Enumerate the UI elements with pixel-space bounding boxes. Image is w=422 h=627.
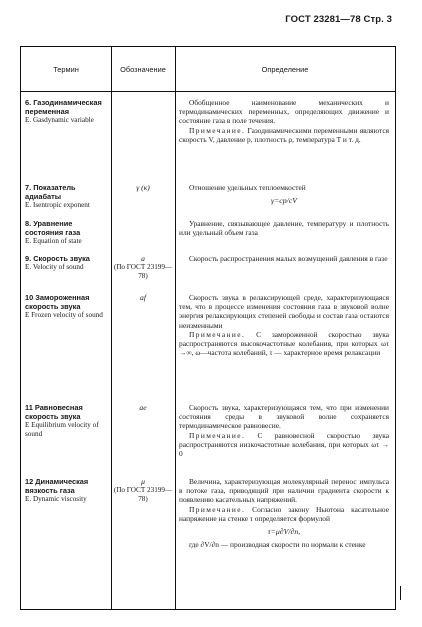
- formula: γ=cp/cV: [270, 196, 298, 206]
- term-en: E. Gasdynamic variable: [25, 116, 94, 124]
- definition-text: Уравнение, связывающее давление, температуру и плотность или удельный объем газа: [179, 219, 389, 238]
- definition-row-10: [179, 293, 389, 357]
- definition-note: [179, 505, 389, 523]
- term-row-7: [25, 183, 111, 210]
- column-header-term: Термин: [53, 64, 79, 74]
- designation-ref: (По ГОСТ 23199—78): [113, 263, 173, 280]
- term-ru: 12 Динамическая вязкость газа: [25, 477, 89, 495]
- term-row-11: [25, 403, 111, 439]
- margin-mark: [400, 586, 401, 600]
- designation-row-10: af: [140, 293, 146, 302]
- definition-row-8: [179, 219, 389, 237]
- note-label: Примечание.: [189, 329, 246, 339]
- designation-symbol: μ: [141, 477, 145, 486]
- term-ru: 8. Уравнение состояния газа: [25, 219, 81, 237]
- definition-text: Скорость звука в релаксирующей среде, характеризующаяся тем, что в процессе изменения состояния газа в звуковой волне энергия релаксирующих степеней свободы и состав газа остаются неизменными: [179, 293, 389, 330]
- definition-text: Скорость звука, характеризующаяся тем, что при изменении состояния среды в звуковой волне сохраняется термодинамическое равновесие.: [179, 403, 389, 431]
- term-en: E. Velocity of sound: [25, 263, 84, 271]
- page-header: ГОСТ 23281—78 Стр. 3: [285, 14, 392, 25]
- header-divider: [21, 91, 395, 92]
- term-row-12: [25, 477, 111, 504]
- designation-row-7: γ (κ): [136, 183, 150, 192]
- column-divider: [175, 47, 176, 609]
- designation-row-12: [111, 477, 175, 504]
- designation-row-9: [111, 254, 175, 281]
- term-ru: 9. Скорость звука: [25, 254, 90, 263]
- term-en: E. Dynamic viscosity: [25, 495, 87, 503]
- definition-text: Величина, характеризующая молекулярный перенос импульса в потоке газа, приводящий при наличии градиента скорости к появлению касательных напряжений.: [179, 477, 389, 505]
- column-header-definition: Определение: [261, 64, 309, 74]
- definition-note: [179, 431, 389, 459]
- definition-row-9: [179, 254, 389, 263]
- terms-table: [20, 46, 396, 610]
- definition-row-6: [179, 98, 389, 144]
- definition-text: Обобщенное наименование механических и термодинамических переменных, определяющих движение и состояние газа в поле течения.: [179, 98, 389, 126]
- designation-ref: (По ГОСТ 23199—78): [113, 486, 173, 503]
- column-divider: [111, 47, 112, 609]
- designation-row-11: ae: [139, 403, 147, 412]
- term-en: E Equilibrium velocity of sound: [25, 421, 99, 438]
- term-en: E Frozen velocity of sound: [25, 311, 103, 319]
- term-row-8: [25, 219, 111, 246]
- designation-symbol: a: [141, 254, 145, 263]
- term-row-9: [25, 254, 111, 272]
- note-text: Газодинамическими переменными являются скорость V, давление p, плотность ρ, температура T и т. д.: [179, 125, 389, 144]
- definition-row-12: [179, 477, 389, 549]
- formula: τ=μ∂V/∂n,: [267, 527, 301, 537]
- note-label: Примечание.: [189, 430, 246, 440]
- term-en: E. Equation of state: [25, 237, 82, 245]
- term-row-10: [25, 293, 111, 320]
- note-text: Согласно закону Ньютона касательное напряжение на стенке τ определяется формулой: [179, 504, 389, 523]
- note-text: С равновесной скоростью звука распространяются низкочастотные колебания, при которых ωτ → 0: [179, 430, 389, 459]
- definition-text: Скорость распространения малых возмущений давления в газе: [189, 254, 388, 263]
- term-row-6: [25, 98, 111, 125]
- definition-text: Отношение удельных теплоемкостей: [189, 183, 306, 192]
- note-text: С замороженной скоростью звука распространяются высокочастотные колебания, при которых ωτ →∞, ω—частота колебаний, τ — характерное время релаксации: [179, 329, 389, 358]
- note-label: Примечание.: [189, 504, 246, 514]
- definition-note: [179, 126, 389, 144]
- term-ru: 6. Газодинамическая переменная: [25, 98, 102, 116]
- definition-note: [179, 330, 389, 358]
- definition-tail: где ∂V/∂n — производная скорости по нормали к стенке: [189, 540, 366, 550]
- term-ru: 11 Равновесная скорость звука: [25, 403, 83, 421]
- term-en: E. Isentropic exponent: [25, 201, 90, 209]
- note-label: Примечание.: [189, 125, 246, 135]
- column-header-designation: Обозначение: [120, 64, 166, 74]
- definition-row-7: [179, 183, 389, 209]
- term-ru: 10 Замороженная скорость звука: [25, 293, 90, 311]
- definition-row-11: [179, 403, 389, 458]
- term-ru: 7. Показатель адиабаты: [25, 183, 76, 201]
